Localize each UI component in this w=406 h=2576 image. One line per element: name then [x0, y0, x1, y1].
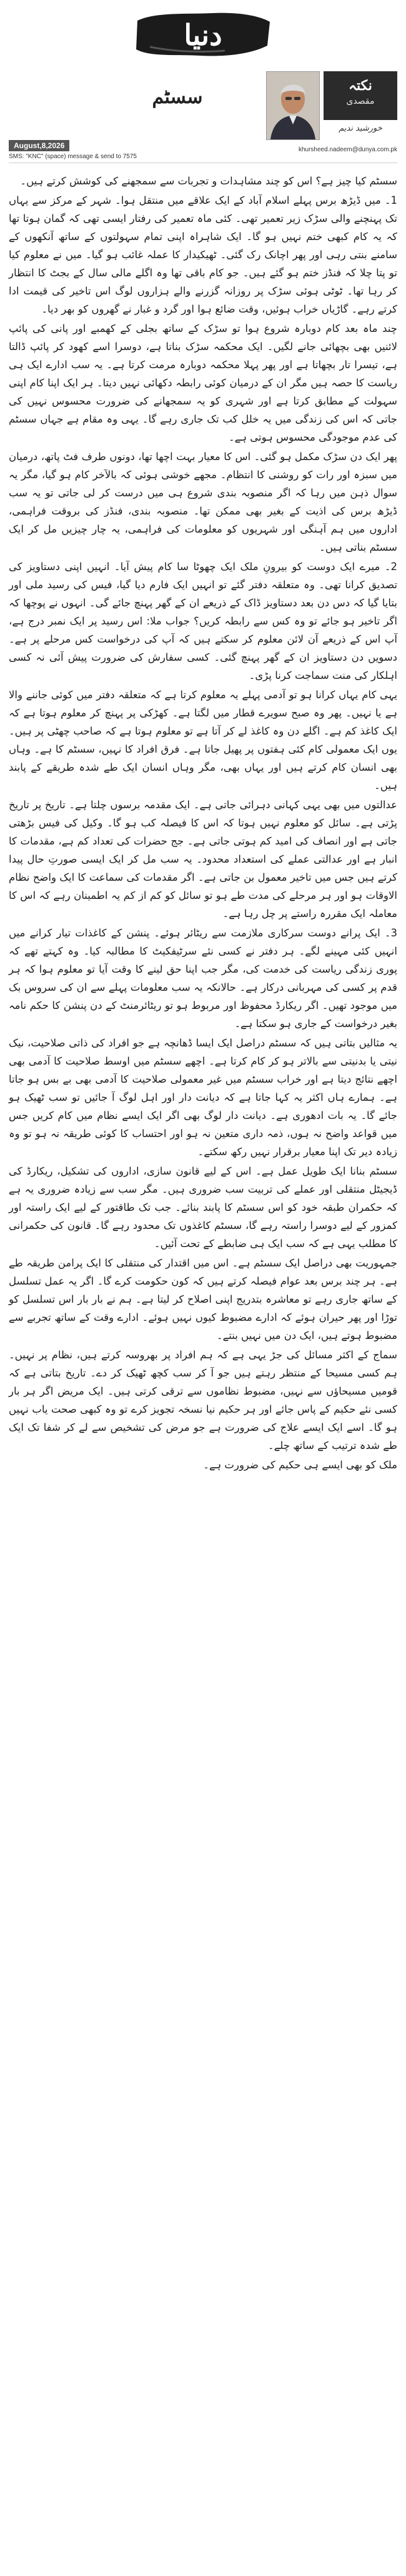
article-paragraph: عدالتوں میں بھی یہی کہانی دہرائی جاتی ہے۔ ایک مقدمہ برسوں چلتا ہے۔ تاریخ پر تاریخ پڑتی ہے۔ سائل کو معلوم نہیں ہوتا کہ اس کا فیصلہ کب ہو گا۔ وکیل کی فیس بڑھتی جاتی ہے اور انصاف کی امید کم ہوتی جاتی ہے۔ جج حضرات کی تعداد کم ہے، مقدمات کا انبار ہے اور عدالتی عملے کی استعداد محدود۔ یہ سب مل کر ایک ایسی صورتِ حال پیدا کرتے ہیں جس میں تاخیر معمول بن جاتی ہے۔ اگر مقدمات کی سماعت کا ایک واضح نظام الاوقات ہو اور ہر مرحلے کی مدت طے ہو تو سائل کو کم از کم یہ اطمینان رہے کہ اس کا معاملہ ایک مقررہ راستے پر چل رہا ہے۔	[9, 799, 397, 920]
column-header	[9, 69, 397, 163]
newspaper-logo	[131, 9, 275, 61]
publish-date: August,8,2026	[9, 140, 69, 151]
masthead	[9, 0, 397, 65]
article-paragraph: جمہوریت بھی دراصل ایک سسٹم ہے۔ اس میں اقتدار کی منتقلی کا ایک پرامن طریقہ طے ہے۔ ہر چند برس بعد عوام فیصلہ کرتے ہیں کہ کون حکومت کرے گا۔ اگر یہ عمل تسلسل کے ساتھ جاری رہے تو معاشرہ بتدریج اپنی اصلاح کر لیتا ہے۔ ہم نے بار بار اس تسلسل کو توڑا اور پھر حیران ہوئے کہ ادارے مضبوط کیوں نہیں ہوئے۔ ادارے وقت کے ساتھ تجربے سے مضبوط ہوتے ہیں، ایک دن میں نہیں بنتے۔	[9, 1257, 397, 1341]
date-and-sms	[9, 139, 196, 160]
column-title: سسٹم	[152, 86, 203, 108]
article-paragraph: ملک کو بھی ایسے ہی حکیم کی ضرورت ہے۔	[203, 1459, 397, 1471]
author-portrait-icon	[267, 72, 319, 139]
sms-instruction: SMS: "KNC" (space) message & send to 7575	[9, 153, 137, 160]
author-box	[266, 69, 397, 161]
article-paragraph: چند ماہ بعد کام دوبارہ شروع ہوا تو سڑک کے ساتھ بجلی کے کھمبے اور پانی کی پائپ لائنیں بھی بچھائی جانے لگیں۔ ایک محکمہ سڑک بناتا ہے، دوسرا اسے کھود کر پائپ ڈالتا ہے، تیسرا تار بچھاتا ہے اور پھر پہلا محکمہ دوبارہ مرمت کرتا ہے۔ یہ سب ادارے ایک ہی ریاست کا حصہ ہیں مگر ان کے درمیان کوئی رابطہ دکھائی نہیں دیتا۔ ہر ایک اپنا کام اپنی سہولت کے مطابق کرتا ہے اور شہری کو یہ سمجھانے کی ضرورت محسوس نہیں کی جاتی کہ اس کی زندگی میں یہ خلل کب تک جاری رہے گا۔ یہی وہ مقام ہے جہاں سسٹم کی عدم موجودگی محسوس ہوتی ہے۔	[9, 323, 397, 443]
article-paragraph: سماج کے اکثر مسائل کی جڑ یہی ہے کہ ہم افراد پر بھروسہ کرتے ہیں، نظام پر نہیں۔ ہم کسی مسیحا کے منتظر رہتے ہیں جو آ کر سب کچھ ٹھیک کر دے۔ تاریخ بتاتی ہے کہ قومیں مسیحاؤں سے نہیں، مضبوط نظاموں سے ترقی کرتی ہیں۔ ایک مریض اگر ہر بار کسی نئے حکیم کے پاس جائے اور ہر حکیم نیا نسخہ تجویز کرے تو وہ کبھی صحت یاب نہیں ہو گا۔ اسے ایک ایسے علاج کی ضرورت ہے جو مرض کی تشخیص سے لے کر شفا تک ایک طے شدہ ترتیب کے ساتھ چلے۔	[9, 1349, 397, 1451]
article-paragraph: یہی کام یہاں کرانا ہو تو آدمی پہلے یہ معلوم کرتا ہے کہ متعلقہ دفتر میں کوئی جاننے والا ہے یا نہیں۔ پھر وہ صبح سویرے قطار میں لگتا ہے۔ کھڑکی پر پہنچ کر معلوم ہوتا ہے کہ ایک کاغذ کم ہے۔ اگلے دن وہ کاغذ لے کر آتا ہے تو معلوم ہوتا ہے کہ صاحب چھٹی پر ہیں۔ یوں ایک معمولی کام کئی ہفتوں پر پھیل جاتا ہے۔ فرق افراد کا نہیں، سسٹم کا ہے۔ وہاں بھی انسان کام کرتے ہیں اور یہاں بھی، مگر وہاں انسان ایک طے شدہ طریقے کے پابند ہیں۔	[9, 689, 397, 791]
logo-text: دنیا	[184, 18, 222, 52]
author-photo	[266, 71, 320, 140]
author-email[interactable]: khursheed.nadeem@dunya.com.pk	[298, 146, 397, 153]
article-paragraph: یہ مثالیں بتاتی ہیں کہ سسٹم دراصل ایک ایسا ڈھانچہ ہے جو افراد کی ذاتی صلاحیت، نیک نیتی یا بدنیتی سے بالاتر ہو کر کام کرتا ہے۔ اچھے سسٹم میں اوسط صلاحیت کا آدمی بھی اچھے نتائج دیتا ہے اور خراب سسٹم میں غیر معمولی صلاحیت کا آدمی بھی بے بس ہو جاتا ہے۔ ہمارے ہاں اکثر یہ کہا جاتا ہے کہ دیانت دار اور اہل لوگ آ جائیں تو سب ٹھیک ہو جائے گا۔ یہ بات ادھوری ہے۔ دیانت دار لوگ بھی اگر ایک ایسے نظام میں کام کریں جس میں قواعد واضح نہ ہوں، ذمہ داری متعین نہ ہو اور احتساب کا کوئی طریقہ نہ ہو تو وہ زیادہ دیر تک اپنا معیار برقرار نہیں رکھ سکتے۔	[9, 1037, 397, 1158]
article-paragraph: پھر ایک دن سڑک مکمل ہو گئی۔ اس کا معیار بہت اچھا تھا، دونوں طرف فٹ پاتھ، درمیان میں سبزہ اور رات کو روشنی کا انتظام۔ مجھے خوشی ہوئی کہ بالآخر کام ہو گیا، مگر یہ سوال ذہن میں رہا کہ اگر منصوبہ بندی شروع ہی میں درست کر لی جاتی تو یہ سب ڈیڑھ برس کی اذیت کے بغیر بھی ممکن تھا۔ منصوبہ بندی، فنڈز کی بروقت فراہمی، اداروں میں ہم آہنگی اور شہریوں کو معلومات کی فراہمی، یہ چار چیزیں مل کر ایک سسٹم بناتی ہیں۔	[9, 451, 397, 553]
article-paragraph: 1۔ میں ڈیڑھ برس پہلے اسلام آباد کے ایک علاقے میں منتقل ہوا۔ شہر کے مرکز سے یہاں تک پہنچنے والی سڑک زیر تعمیر تھی۔ کئی ماہ تعمیر کی رفتار ایسی تھی کہ گمان ہوتا تھا کہ یہ کام کبھی ختم نہیں ہو گا۔ ایک شاہراہ اپنی تمام سہولتوں کے ساتھ آنکھوں کے سامنے بنتی رہی اور پھر اچانک رک گئی۔ ٹھیکیدار کا عملہ غائب ہو گیا۔ میں نے معلوم کیا تو پتا چلا کہ فنڈز ختم ہو گئے ہیں۔ جو کام باقی تھا وہ اگلے مالی سال کے بجٹ کا انتظار کر رہا تھا۔ ٹوٹی ہوئی سڑک پر روزانہ گزرنے والے ہزاروں لوگ اس تاخیر کی قیمت ادا کرتے رہے۔ گاڑیاں خراب ہوئیں، وقت ضائع ہوا اور گرد و غبار نے گھروں کو بھر دیا۔	[9, 194, 397, 315]
article-paragraph: 3۔ ایک پرانے دوست سرکاری ملازمت سے ریٹائر ہوئے۔ پنشن کے کاغذات تیار کرانے میں انہیں کئی مہینے لگے۔ ہر دفتر نے کسی نئے سرٹیفکیٹ کا مطالبہ کیا۔ وہ کہتے تھے کہ پوری زندگی ریاست کی خدمت کی، مگر جب اپنا حق لینے کا وقت آیا تو معلوم ہوا کہ ہر قدم پر کسی کی مہربانی درکار ہے۔ حالانکہ یہ سب معلومات پہلے سے ان کی سروس بک میں موجود تھیں۔ اگر ریکارڈ محفوظ اور مربوط ہو تو ریٹائرمنٹ کے دن پنشن کا حکم نامہ بغیر درخواست کے جاری ہو سکتا ہے۔	[9, 927, 397, 1030]
article-paragraph: 2۔ میرے ایک دوست کو بیرونِ ملک ایک چھوٹا سا کام پیش آیا۔ انہیں اپنی دستاویز کی تصدیق کرانا تھی۔ وہ متعلقہ دفتر گئے تو انہیں ایک فارم دیا گیا، فیس کی رسید ملی اور بتایا گیا کہ دس دن بعد دستاویز ڈاک کے ذریعے ان کے گھر پہنچ جائے گی۔ انہوں نے پوچھا کہ اگر تاخیر ہو جائے تو وہ کس سے رابطہ کریں؟ جواب ملا: اس رسید پر ایک نمبر درج ہے، آپ اس کے ذریعے آن لائن معلوم کر سکتے ہیں کہ آپ کی درخواست کس مرحلے پر ہے۔ دسویں دن دستاویز ان کے گھر پہنچ گئی۔ کسی سفارش کی ضرورت پیش آئی نہ کسی اہلکار کی منت سماجت کرنا پڑی۔	[9, 561, 397, 681]
article-paragraph: سسٹم کیا چیز ہے؟ اس کو چند مشاہدات و تجربات سے سمجھنے کی کوشش کرتے ہیں۔	[20, 175, 397, 187]
column-brand-title: نکتہ	[349, 78, 372, 94]
article-paragraph: سسٹم بنانا ایک طویل عمل ہے۔ اس کے لیے قانون سازی، اداروں کی تشکیل، ریکارڈ کی ڈیجیٹل منتقلی اور عملے کی تربیت سب ضروری ہیں۔ مگر سب سے زیادہ ضروری یہ ہے کہ حکمران طبقہ خود کو اس سسٹم کا پابند بنائے۔ جب تک طاقتور کے لیے ایک راستہ اور کمزور کے لیے دوسرا راستہ رہے گا، سسٹم کاغذوں تک محدود رہے گا۔ قانون کی حکمرانی کا مطلب یہی ہے کہ سب ایک ہی ضابطے کے تحت آئیں۔	[9, 1165, 397, 1250]
article-body	[9, 172, 397, 1474]
author-name: خورشید ندیم	[339, 124, 382, 133]
column-brand-subtitle: مقصدی	[346, 96, 375, 106]
column-brand	[324, 71, 397, 120]
